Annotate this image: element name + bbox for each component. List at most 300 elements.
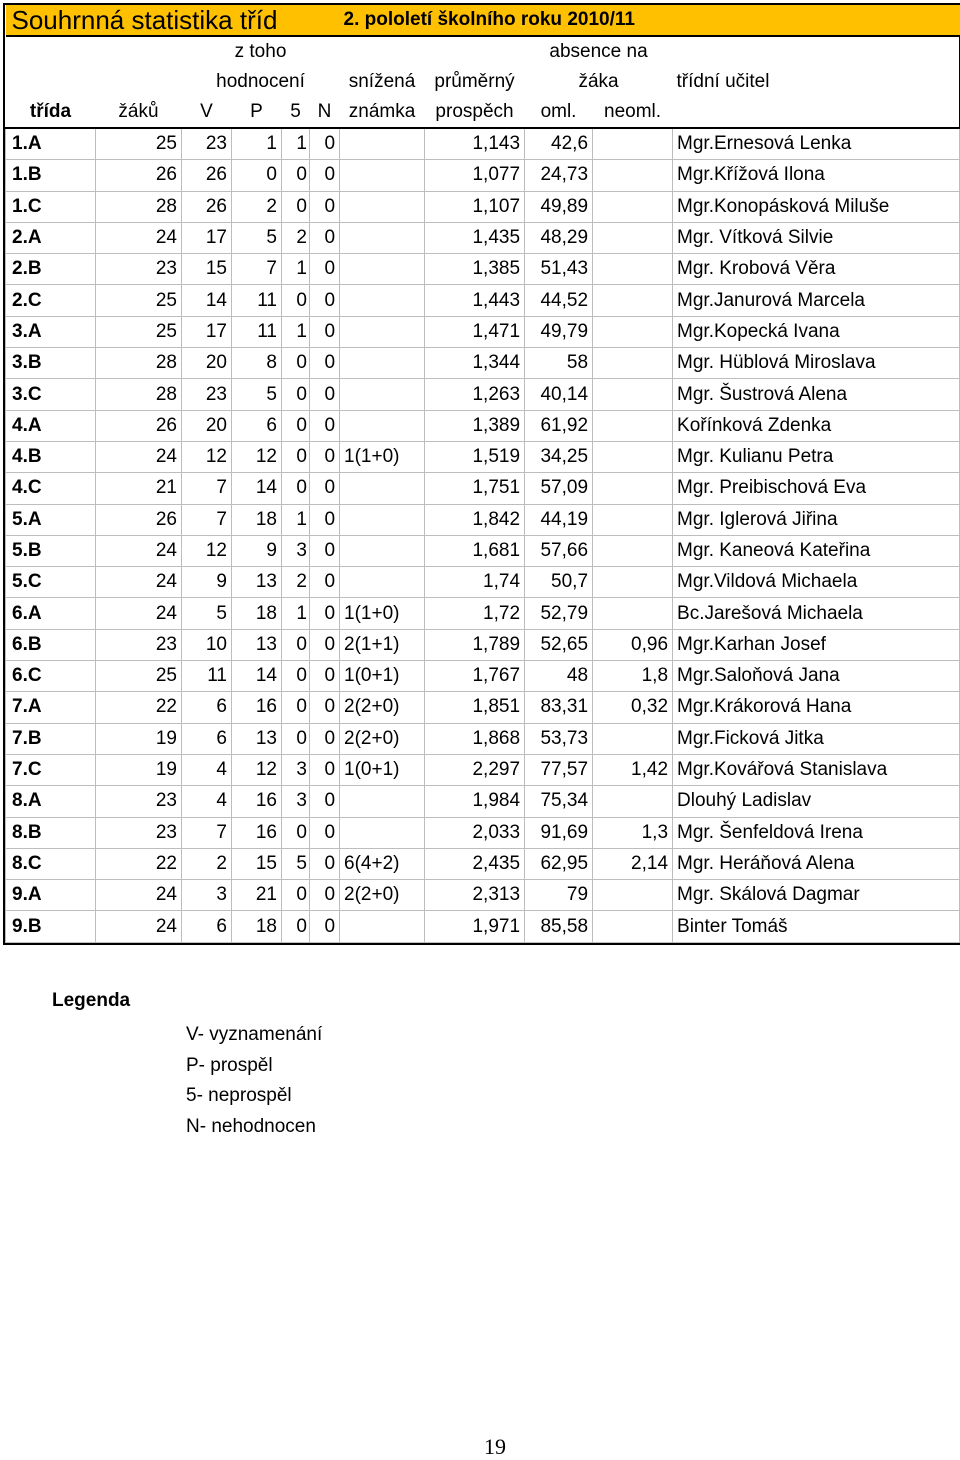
fail-cell: 1 <box>282 316 310 347</box>
v-cell: 20 <box>182 410 232 441</box>
n-cell: 0 <box>310 348 340 379</box>
unexcused-cell <box>593 316 673 347</box>
students-cell: 28 <box>96 191 182 222</box>
fail-cell: 0 <box>282 285 310 316</box>
header-snizena: snížená <box>348 71 416 92</box>
unexcused-cell <box>593 441 673 472</box>
excused-cell: 75,34 <box>525 786 593 817</box>
v-cell: 17 <box>182 316 232 347</box>
table-row <box>6 567 960 598</box>
class-cell: 8.B <box>6 817 96 848</box>
table-row <box>6 723 960 754</box>
header-absence-na: absence na <box>549 41 648 62</box>
header-trida: třída <box>6 97 96 128</box>
teacher-cell: Mgr. Kulianu Petra <box>673 441 960 472</box>
reduced-grade-cell <box>340 191 425 222</box>
header-prumerny: průměrný <box>434 71 515 92</box>
excused-cell: 77,57 <box>525 754 593 785</box>
average-cell: 1,842 <box>425 504 525 535</box>
v-cell: 2 <box>182 848 232 879</box>
fail-cell: 1 <box>282 254 310 285</box>
students-cell: 25 <box>96 128 182 160</box>
statistics-table <box>5 5 960 943</box>
teacher-cell: Mgr.Janurová Marcela <box>673 285 960 316</box>
n-cell: 0 <box>310 410 340 441</box>
v-cell: 7 <box>182 473 232 504</box>
page-number: 19 <box>484 1434 506 1459</box>
excused-cell: 49,79 <box>525 316 593 347</box>
p-cell: 7 <box>232 254 282 285</box>
n-cell: 0 <box>310 504 340 535</box>
p-cell: 9 <box>232 535 282 566</box>
excused-cell: 57,09 <box>525 473 593 504</box>
v-cell: 7 <box>182 817 232 848</box>
teacher-cell: Mgr. Šustrová Alena <box>673 379 960 410</box>
students-cell: 26 <box>96 410 182 441</box>
p-cell: 16 <box>232 786 282 817</box>
class-cell: 6.B <box>6 629 96 660</box>
n-cell: 0 <box>310 629 340 660</box>
table-row <box>6 692 960 723</box>
table-row <box>6 222 960 253</box>
fail-cell: 0 <box>282 348 310 379</box>
students-cell: 19 <box>96 723 182 754</box>
average-cell: 2,435 <box>425 848 525 879</box>
excused-cell: 42,6 <box>525 128 593 160</box>
reduced-grade-cell: 1(1+0) <box>340 441 425 472</box>
excused-cell: 40,14 <box>525 379 593 410</box>
average-cell: 1,789 <box>425 629 525 660</box>
students-cell: 19 <box>96 754 182 785</box>
excused-cell: 52,79 <box>525 598 593 629</box>
students-cell: 25 <box>96 285 182 316</box>
students-cell: 22 <box>96 692 182 723</box>
reduced-grade-cell <box>340 379 425 410</box>
excused-cell: 62,95 <box>525 848 593 879</box>
teacher-cell: Mgr. Heráňová Alena <box>673 848 960 879</box>
header-hodnoceni: hodnocení <box>216 71 305 92</box>
n-cell: 0 <box>310 723 340 754</box>
table-row <box>6 880 960 911</box>
n-cell: 0 <box>310 692 340 723</box>
students-cell: 28 <box>96 348 182 379</box>
excused-cell: 53,73 <box>525 723 593 754</box>
students-cell: 23 <box>96 817 182 848</box>
fail-cell: 3 <box>282 786 310 817</box>
table-row <box>6 598 960 629</box>
unexcused-cell <box>593 128 673 160</box>
average-cell: 1,077 <box>425 160 525 191</box>
teacher-cell: Mgr. Hüblová Miroslava <box>673 348 960 379</box>
unexcused-cell: 1,8 <box>593 661 673 692</box>
fail-cell: 0 <box>282 160 310 191</box>
reduced-grade-cell <box>340 128 425 160</box>
teacher-cell: Mgr.Ficková Jitka <box>673 723 960 754</box>
unexcused-cell <box>593 598 673 629</box>
fail-cell: 1 <box>282 128 310 160</box>
excused-cell: 91,69 <box>525 817 593 848</box>
unexcused-cell <box>593 473 673 504</box>
legend-item: P- prospěl <box>186 1054 273 1076</box>
v-cell: 6 <box>182 911 232 942</box>
v-cell: 26 <box>182 160 232 191</box>
header-tridni-ucitel: třídní učitel <box>676 71 770 92</box>
reduced-grade-cell <box>340 316 425 347</box>
p-cell: 14 <box>232 661 282 692</box>
legend <box>52 990 130 1012</box>
class-cell: 7.C <box>6 754 96 785</box>
average-cell: 1,519 <box>425 441 525 472</box>
legend-title: Legenda <box>52 990 131 1011</box>
students-cell: 24 <box>96 880 182 911</box>
unexcused-cell <box>593 410 673 441</box>
p-cell: 1 <box>232 128 282 160</box>
table-row <box>6 848 960 879</box>
teacher-cell: Mgr. Iglerová Jiřina <box>673 504 960 535</box>
unexcused-cell <box>593 504 673 535</box>
n-cell: 0 <box>310 754 340 785</box>
fail-cell: 0 <box>282 379 310 410</box>
class-cell: 3.B <box>6 348 96 379</box>
fail-cell: 1 <box>282 504 310 535</box>
students-cell: 24 <box>96 598 182 629</box>
header-oml: oml. <box>525 97 593 128</box>
students-cell: 22 <box>96 848 182 879</box>
p-cell: 12 <box>232 754 282 785</box>
v-cell: 6 <box>182 692 232 723</box>
average-cell: 2,297 <box>425 754 525 785</box>
statistics-sheet <box>3 3 960 945</box>
table-row <box>6 191 960 222</box>
v-cell: 15 <box>182 254 232 285</box>
v-cell: 17 <box>182 222 232 253</box>
teacher-cell: Mgr. Kaneová Kateřina <box>673 535 960 566</box>
class-cell: 2.C <box>6 285 96 316</box>
fail-cell: 3 <box>282 754 310 785</box>
average-cell: 2,033 <box>425 817 525 848</box>
table-row <box>6 128 960 160</box>
fail-cell: 0 <box>282 473 310 504</box>
reduced-grade-cell: 6(4+2) <box>340 848 425 879</box>
v-cell: 26 <box>182 191 232 222</box>
v-cell: 11 <box>182 661 232 692</box>
p-cell: 13 <box>232 629 282 660</box>
unexcused-cell <box>593 567 673 598</box>
reduced-grade-cell: 2(2+0) <box>340 692 425 723</box>
reduced-grade-cell: 2(2+0) <box>340 880 425 911</box>
reduced-grade-cell: 1(0+1) <box>340 754 425 785</box>
unexcused-cell <box>593 348 673 379</box>
unexcused-cell: 0,96 <box>593 629 673 660</box>
p-cell: 16 <box>232 692 282 723</box>
p-cell: 8 <box>232 348 282 379</box>
table-row <box>6 661 960 692</box>
n-cell: 0 <box>310 880 340 911</box>
reduced-grade-cell: 2(2+0) <box>340 723 425 754</box>
unexcused-cell <box>593 535 673 566</box>
n-cell: 0 <box>310 316 340 347</box>
table-row <box>6 754 960 785</box>
header-znamka: známka <box>340 97 425 128</box>
v-cell: 20 <box>182 348 232 379</box>
average-cell: 1,471 <box>425 316 525 347</box>
v-cell: 12 <box>182 535 232 566</box>
students-cell: 26 <box>96 504 182 535</box>
p-cell: 5 <box>232 379 282 410</box>
n-cell: 0 <box>310 379 340 410</box>
table-row <box>6 410 960 441</box>
class-cell: 6.A <box>6 598 96 629</box>
teacher-cell: Mgr.Karhan Josef <box>673 629 960 660</box>
n-cell: 0 <box>310 661 340 692</box>
excused-cell: 79 <box>525 880 593 911</box>
class-cell: 5.C <box>6 567 96 598</box>
n-cell: 0 <box>310 567 340 598</box>
page-subtitle: 2. pololetí školního roku 2010/11 <box>340 5 960 36</box>
n-cell: 0 <box>310 786 340 817</box>
class-cell: 1.B <box>6 160 96 191</box>
reduced-grade-cell <box>340 285 425 316</box>
table-row <box>6 348 960 379</box>
students-cell: 26 <box>96 160 182 191</box>
fail-cell: 2 <box>282 222 310 253</box>
fail-cell: 0 <box>282 723 310 754</box>
table-row <box>6 316 960 347</box>
fail-cell: 0 <box>282 629 310 660</box>
students-cell: 24 <box>96 535 182 566</box>
average-cell: 1,767 <box>425 661 525 692</box>
header-row-3 <box>6 97 960 128</box>
class-cell: 7.B <box>6 723 96 754</box>
average-cell: 1,107 <box>425 191 525 222</box>
average-cell: 1,984 <box>425 786 525 817</box>
table-row <box>6 817 960 848</box>
class-cell: 3.A <box>6 316 96 347</box>
class-cell: 1.A <box>6 128 96 160</box>
reduced-grade-cell <box>340 410 425 441</box>
header-neoml: neoml. <box>593 97 673 128</box>
excused-cell: 58 <box>525 348 593 379</box>
average-cell: 1,443 <box>425 285 525 316</box>
unexcused-cell: 2,14 <box>593 848 673 879</box>
fail-cell: 5 <box>282 848 310 879</box>
excused-cell: 48 <box>525 661 593 692</box>
excused-cell: 49,89 <box>525 191 593 222</box>
class-cell: 5.A <box>6 504 96 535</box>
class-cell: 7.A <box>6 692 96 723</box>
excused-cell: 34,25 <box>525 441 593 472</box>
fail-cell: 0 <box>282 817 310 848</box>
n-cell: 0 <box>310 160 340 191</box>
n-cell: 0 <box>310 128 340 160</box>
p-cell: 13 <box>232 567 282 598</box>
n-cell: 0 <box>310 598 340 629</box>
header-prospech: prospěch <box>425 97 525 128</box>
n-cell: 0 <box>310 911 340 942</box>
v-cell: 23 <box>182 379 232 410</box>
v-cell: 12 <box>182 441 232 472</box>
average-cell: 1,868 <box>425 723 525 754</box>
reduced-grade-cell <box>340 535 425 566</box>
average-cell: 1,435 <box>425 222 525 253</box>
reduced-grade-cell <box>340 348 425 379</box>
header-z-toho: z toho <box>234 41 287 62</box>
n-cell: 0 <box>310 441 340 472</box>
n-cell: 0 <box>310 222 340 253</box>
header-row-2 <box>6 67 960 97</box>
excused-cell: 48,29 <box>525 222 593 253</box>
excused-cell: 57,66 <box>525 535 593 566</box>
teacher-cell: Mgr. Šenfeldová Irena <box>673 817 960 848</box>
class-cell: 4.A <box>6 410 96 441</box>
p-cell: 18 <box>232 504 282 535</box>
p-cell: 11 <box>232 285 282 316</box>
fail-cell: 0 <box>282 441 310 472</box>
class-cell: 4.C <box>6 473 96 504</box>
reduced-grade-cell <box>340 504 425 535</box>
unexcused-cell <box>593 786 673 817</box>
students-cell: 24 <box>96 911 182 942</box>
average-cell: 1,851 <box>425 692 525 723</box>
header-row-1 <box>6 36 960 67</box>
students-cell: 23 <box>96 254 182 285</box>
table-row <box>6 160 960 191</box>
p-cell: 11 <box>232 316 282 347</box>
students-cell: 24 <box>96 441 182 472</box>
table-row <box>6 473 960 504</box>
excused-cell: 50,7 <box>525 567 593 598</box>
teacher-cell: Mgr.Kovářová Stanislava <box>673 754 960 785</box>
table-row <box>6 786 960 817</box>
p-cell: 2 <box>232 191 282 222</box>
students-cell: 24 <box>96 567 182 598</box>
students-cell: 23 <box>96 786 182 817</box>
table-row <box>6 504 960 535</box>
class-cell: 8.A <box>6 786 96 817</box>
average-cell: 2,313 <box>425 880 525 911</box>
class-cell: 4.B <box>6 441 96 472</box>
header-n: N <box>310 97 340 128</box>
p-cell: 18 <box>232 911 282 942</box>
excused-cell: 85,58 <box>525 911 593 942</box>
average-cell: 1,751 <box>425 473 525 504</box>
v-cell: 10 <box>182 629 232 660</box>
teacher-cell: Mgr.Kopecká Ivana <box>673 316 960 347</box>
fail-cell: 0 <box>282 880 310 911</box>
excused-cell: 83,31 <box>525 692 593 723</box>
fail-cell: 0 <box>282 692 310 723</box>
excused-cell: 61,92 <box>525 410 593 441</box>
legend-item: V- vyznamenání <box>186 1024 323 1045</box>
average-cell: 1,74 <box>425 567 525 598</box>
teacher-cell: Binter Tomáš <box>673 911 960 942</box>
page-title: Souhrnná statistika tříd <box>6 5 340 36</box>
unexcused-cell <box>593 911 673 942</box>
average-cell: 1,344 <box>425 348 525 379</box>
header-zaka: žáka <box>578 71 619 92</box>
fail-cell: 1 <box>282 598 310 629</box>
p-cell: 12 <box>232 441 282 472</box>
class-cell: 9.A <box>6 880 96 911</box>
v-cell: 3 <box>182 880 232 911</box>
fail-cell: 0 <box>282 661 310 692</box>
n-cell: 0 <box>310 285 340 316</box>
average-cell: 1,72 <box>425 598 525 629</box>
teacher-cell: Mgr.Saloňová Jana <box>673 661 960 692</box>
v-cell: 4 <box>182 754 232 785</box>
fail-cell: 0 <box>282 911 310 942</box>
table-row <box>6 379 960 410</box>
teacher-cell: Mgr.Ernesová Lenka <box>673 128 960 160</box>
unexcused-cell <box>593 379 673 410</box>
average-cell: 1,681 <box>425 535 525 566</box>
n-cell: 0 <box>310 473 340 504</box>
n-cell: 0 <box>310 817 340 848</box>
p-cell: 0 <box>232 160 282 191</box>
header-p: P <box>232 97 282 128</box>
unexcused-cell: 1,42 <box>593 754 673 785</box>
header-v: V <box>182 97 232 128</box>
reduced-grade-cell: 1(0+1) <box>340 661 425 692</box>
p-cell: 13 <box>232 723 282 754</box>
v-cell: 5 <box>182 598 232 629</box>
fail-cell: 0 <box>282 191 310 222</box>
table-row <box>6 285 960 316</box>
v-cell: 4 <box>182 786 232 817</box>
unexcused-cell <box>593 880 673 911</box>
average-cell: 1,143 <box>425 128 525 160</box>
class-cell: 6.C <box>6 661 96 692</box>
students-cell: 28 <box>96 379 182 410</box>
unexcused-cell <box>593 191 673 222</box>
class-cell: 1.C <box>6 191 96 222</box>
teacher-cell: Dlouhý Ladislav <box>673 786 960 817</box>
unexcused-cell: 0,32 <box>593 692 673 723</box>
excused-cell: 52,65 <box>525 629 593 660</box>
table-row <box>6 441 960 472</box>
legend-item: N- nehodnocen <box>186 1115 316 1137</box>
teacher-cell: Mgr.Vildová Michaela <box>673 567 960 598</box>
header-zaku: žáků <box>96 97 182 128</box>
fail-cell: 2 <box>282 567 310 598</box>
teacher-cell: Bc.Jarešová Michaela <box>673 598 960 629</box>
p-cell: 16 <box>232 817 282 848</box>
p-cell: 5 <box>232 222 282 253</box>
unexcused-cell <box>593 254 673 285</box>
fail-cell: 3 <box>282 535 310 566</box>
reduced-grade-cell <box>340 786 425 817</box>
p-cell: 21 <box>232 880 282 911</box>
reduced-grade-cell <box>340 222 425 253</box>
v-cell: 14 <box>182 285 232 316</box>
reduced-grade-cell <box>340 473 425 504</box>
teacher-cell: Mgr. Vítková Silvie <box>673 222 960 253</box>
teacher-cell: Mgr. Skálová Dagmar <box>673 880 960 911</box>
reduced-grade-cell <box>340 160 425 191</box>
reduced-grade-cell <box>340 254 425 285</box>
table-row <box>6 535 960 566</box>
header-5: 5 <box>282 97 310 128</box>
unexcused-cell <box>593 723 673 754</box>
unexcused-cell <box>593 222 673 253</box>
class-cell: 8.C <box>6 848 96 879</box>
unexcused-cell <box>593 285 673 316</box>
reduced-grade-cell: 2(1+1) <box>340 629 425 660</box>
n-cell: 0 <box>310 191 340 222</box>
teacher-cell: Mgr. Preibischová Eva <box>673 473 960 504</box>
v-cell: 6 <box>182 723 232 754</box>
average-cell: 1,385 <box>425 254 525 285</box>
